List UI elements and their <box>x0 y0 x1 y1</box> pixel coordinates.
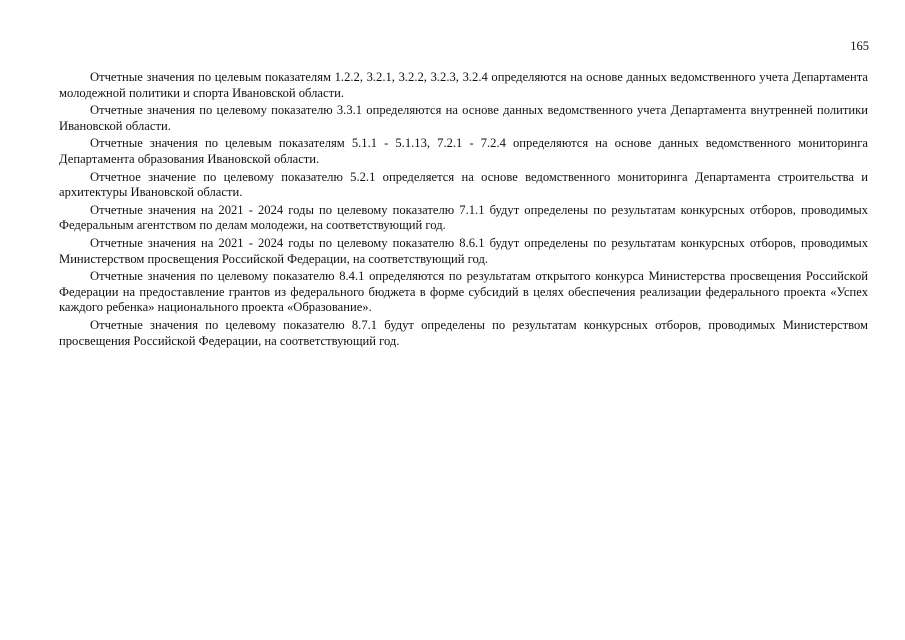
document-body <box>59 70 868 351</box>
paragraph: Отчетное значение по целевому показателю 5.2.1 определяется на основе ведомственного мониторинга Департамента строительства и архитектуры Ивановской области. <box>59 169 868 200</box>
paragraph: Отчетные значения по целевому показателю 8.7.1 будут определены по результатам конкурсных отборов, проводимых Министерством просвещения Российской Федерации, на соответствующий год. <box>59 317 868 348</box>
paragraph: Отчетные значения по целевым показателям 1.2.2, 3.2.1, 3.2.2, 3.2.3, 3.2.4 определяются на основе данных ведомственного учета Департамента молодежной политики и спорта Ивановской области. <box>59 70 868 100</box>
paragraph: Отчетные значения на 2021 - 2024 годы по целевому показателю 7.1.1 будут определены по результатам конкурсных отборов, проводимых Федеральным агентством по делам молодежи, на соответствующий год. <box>59 202 868 233</box>
paragraph: Отчетные значения по целевым показателям 5.1.1 - 5.1.13, 7.2.1 - 7.2.4 определяются на основе данных ведомственного мониторинга Департамента образования Ивановской области. <box>59 136 868 166</box>
paragraph: Отчетные значения по целевому показателю 8.4.1 определяются по результатам открытого конкурса Министерства просвещения Российской Федерации на предоставление грантов из федерального бюджета в форме субсидий в целях обеспечения реализации федерального проекта «Успех каждого ребенка» национального проекта «Образование». <box>59 269 868 315</box>
paragraph: Отчетные значения на 2021 - 2024 годы по целевому показателю 8.6.1 будут определены по результатам конкурсных отборов, проводимых Министерством просвещения Российской Федерации, на соответствующий год. <box>59 235 868 266</box>
page-number: 165 <box>850 39 869 53</box>
paragraph: Отчетные значения по целевому показателю 3.3.1 определяются на основе данных ведомственного учета Департамента внутренней политики Ивановской области. <box>59 103 868 133</box>
